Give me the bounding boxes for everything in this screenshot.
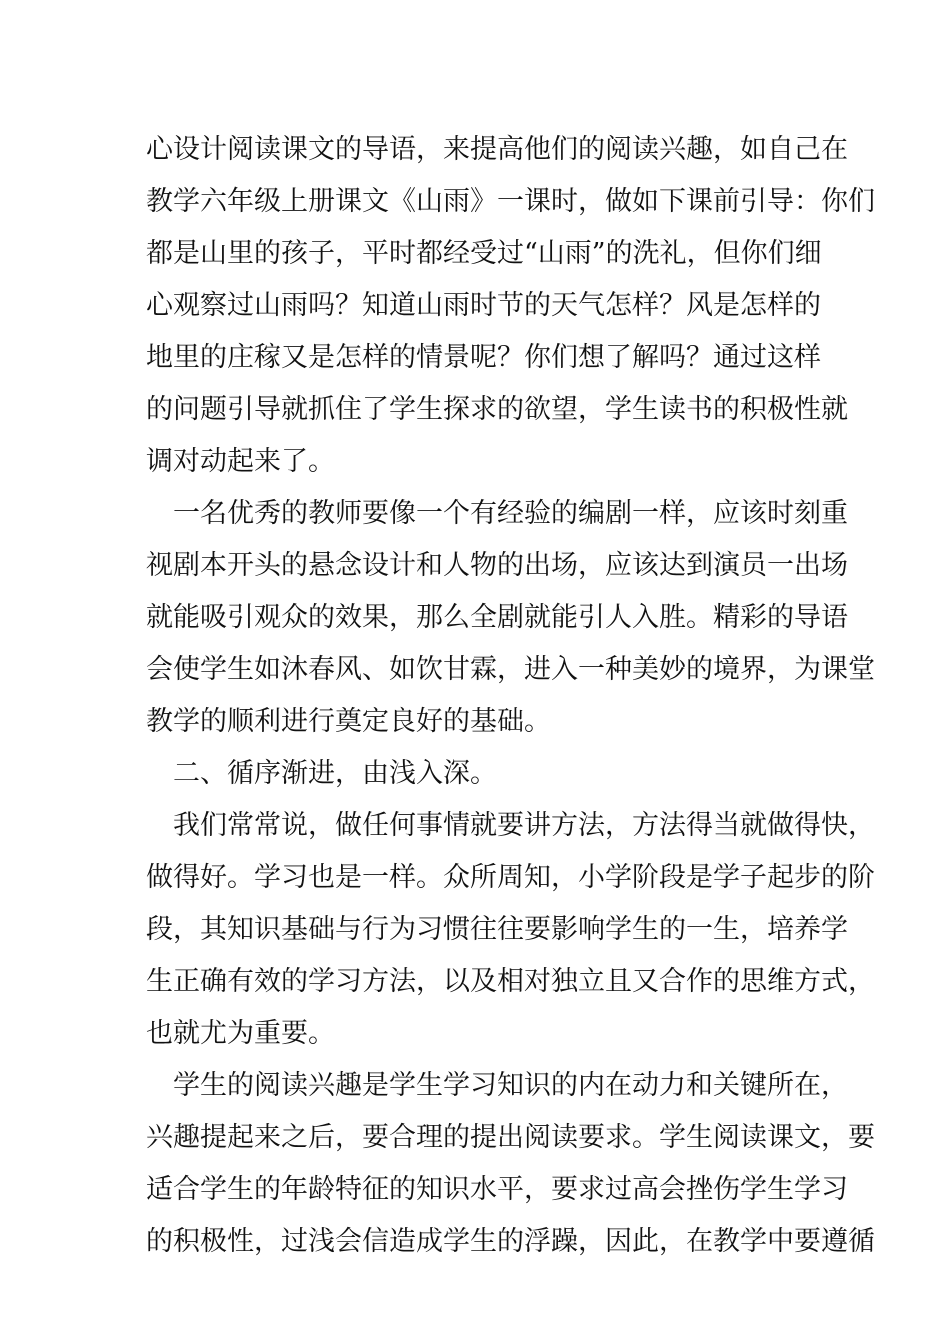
paragraph-first-line: 一名优秀的教师要像一个有经验的编剧一样，应该时刻重 — [173, 498, 848, 529]
text-line: 视剧本开头的悬念设计和人物的出场，应该达到演员一出场 — [146, 550, 848, 581]
text-line: 都是山里的孩子，平时都经受过“山雨”的洗礼，但你们细 — [146, 238, 822, 269]
text-line: 心设计阅读课文的导语，来提高他们的阅读兴趣，如自己在 — [146, 134, 848, 165]
text-line: 会使学生如沐春风、如饮甘霖，进入一种美妙的境界，为课堂 — [146, 654, 875, 685]
text-line: 的积极性，过浅会信造成学生的浮躁，因此，在教学中要遵循 — [146, 1226, 875, 1257]
text-line: 教学六年级上册课文《山雨》一课时，做如下课前引导：你们 — [146, 186, 875, 217]
text-line: 地里的庄稼又是怎样的情景呢？你们想了解吗？通过这样 — [146, 342, 821, 373]
paragraph-first-line: 我们常常说，做任何事情就要讲方法，方法得当就做得快， — [173, 810, 875, 841]
text-line: 调对动起来了。 — [146, 446, 335, 477]
text-line: 教学的顺利进行奠定良好的基础。 — [146, 706, 551, 737]
text-line: 段，其知识基础与行为习惯往往要影响学生的一生，培养学 — [146, 914, 848, 945]
section-heading: 二、循序渐进，由浅入深。 — [173, 758, 497, 789]
body-text — [146, 124, 875, 1268]
text-line: 就能吸引观众的效果，那么全剧就能引人入胜。精彩的导语 — [146, 602, 848, 633]
text-line: 也就尤为重要。 — [146, 1018, 335, 1049]
text-line: 的问题引导就抓住了学生探求的欲望，学生读书的积极性就 — [146, 394, 848, 425]
text-line: 生正确有效的学习方法，以及相对独立且又合作的思维方式， — [146, 966, 875, 997]
text-line: 心观察过山雨吗？知道山雨时节的天气怎样？风是怎样的 — [146, 290, 821, 321]
paragraph-first-line: 学生的阅读兴趣是学生学习知识的内在动力和关键所在， — [173, 1070, 848, 1101]
text-line: 做得好。学习也是一样。众所周知，小学阶段是学子起步的阶 — [146, 862, 875, 893]
text-line: 适合学生的年龄特征的知识水平，要求过高会挫伤学生学习 — [146, 1174, 848, 1205]
text-line: 兴趣提起来之后，要合理的提出阅读要求。学生阅读课文，要 — [146, 1122, 875, 1153]
